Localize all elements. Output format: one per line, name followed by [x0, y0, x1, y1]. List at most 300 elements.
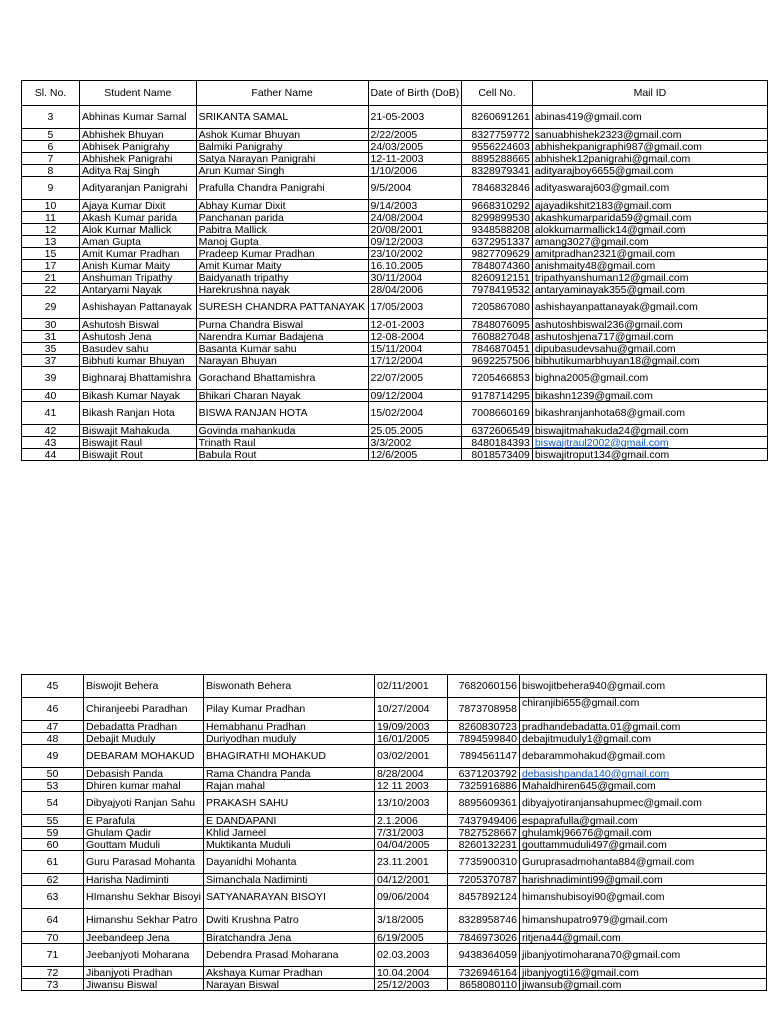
- father-name-cell: Basanta Kumar sahu: [196, 343, 368, 355]
- student-name-cell: Ashishayan Pattanayak: [79, 296, 196, 319]
- table-row: [22, 212, 768, 224]
- table-row: [22, 236, 768, 248]
- cell-no-cell: 7325916886: [447, 780, 519, 792]
- student-name-cell: Biswojit Behera: [84, 675, 204, 698]
- cell-no-cell: 7827528667: [447, 827, 519, 839]
- dob-cell: 1/10/2006: [368, 165, 462, 177]
- student-name-cell: Abhinas Kumar Samal: [79, 106, 196, 129]
- dob-cell: 25/12/2003: [374, 979, 447, 991]
- dob-cell: 15/11/2004: [368, 343, 462, 355]
- mail-id-cell: amang3027@gmail.com: [532, 236, 767, 248]
- father-name-cell: Bhikari Charan Nayak: [196, 390, 368, 402]
- dob-cell: 02/11/2001: [374, 675, 447, 698]
- table-row: [22, 675, 767, 698]
- student-name-cell: Biswajit Rout: [79, 449, 196, 461]
- dob-cell: 12-08-2004: [368, 331, 462, 343]
- father-name-cell: Simanchala Nadiminti: [203, 874, 374, 886]
- father-name-cell: Amit Kumar Maity: [196, 260, 368, 272]
- cell-no-cell: 8260691261: [462, 106, 533, 129]
- mail-id-cell: ashishayanpattanayak@gmail.com: [532, 296, 767, 319]
- student-name-cell: HImanshu Sekhar Bisoyi: [84, 886, 204, 909]
- mail-id-cell: tripathyanshuman12@gmail.com: [532, 272, 767, 284]
- cell-no-cell: 7873708958: [447, 698, 519, 721]
- mail-id-link[interactable]: biswajitraul2002@gmail.com: [532, 437, 767, 449]
- cell-no-cell: 8260830723: [447, 721, 519, 733]
- student-name-cell: Debasish Panda: [84, 768, 204, 780]
- table-row: [22, 851, 767, 874]
- sl-no-cell: 12: [22, 224, 80, 236]
- student-name-cell: Bikash Ranjan Hota: [79, 402, 196, 425]
- table-row: [22, 141, 768, 153]
- sl-no-cell: 5: [22, 129, 80, 141]
- dob-cell: 20/08/2001: [368, 224, 462, 236]
- student-name-cell: Anshuman Tripathy: [79, 272, 196, 284]
- father-name-cell: Arun Kumar Singh: [196, 165, 368, 177]
- student-name-cell: Abhishek Bhuyan: [79, 129, 196, 141]
- table-row: [22, 886, 767, 909]
- cell-no-cell: 7205466853: [462, 367, 533, 390]
- student-name-cell: Bibhuti kumar Bhuyan: [79, 355, 196, 367]
- dob-cell: 16.10.2005: [368, 260, 462, 272]
- student-name-cell: DEBARAM MOHAKUD: [84, 745, 204, 768]
- cell-no-cell: 8480184393: [462, 437, 533, 449]
- table-row: [22, 284, 768, 296]
- mail-id-cell: ajayadikshit2183@gmail.com: [532, 200, 767, 212]
- mail-id-cell: himanshupatro979@gmail.com: [519, 909, 766, 932]
- sl-no-cell: 55: [22, 815, 84, 827]
- dob-cell: 09/12/2004: [368, 390, 462, 402]
- header-mail-id: Mail ID: [532, 81, 767, 106]
- mail-id-cell: jibanjyogti16@gmail.com: [519, 967, 766, 979]
- cell-no-cell: 8895288665: [462, 153, 533, 165]
- table-row: [22, 200, 768, 212]
- mail-id-cell: antaryaminayak355@gmail.com: [532, 284, 767, 296]
- mail-id-cell: jiwansub@gmail.com: [519, 979, 766, 991]
- father-name-cell: Baidyanath tripathy: [196, 272, 368, 284]
- table-row: [22, 224, 768, 236]
- father-name-cell: Dwiti Krushna Patro: [203, 909, 374, 932]
- mail-id-cell: ashutoshbiswal236@gmail.com: [532, 319, 767, 331]
- table-row: [22, 967, 767, 979]
- cell-no-cell: 9178714295: [462, 390, 533, 402]
- cell-no-cell: 7848076095: [462, 319, 533, 331]
- mail-id-cell: dipubasudevsahu@gmail.com: [532, 343, 767, 355]
- mail-id-cell: adityaswaraj603@gmail.com: [532, 177, 767, 200]
- sl-no-cell: 3: [22, 106, 80, 129]
- cell-no-cell: 9668310292: [462, 200, 533, 212]
- cell-no-cell: 7205867080: [462, 296, 533, 319]
- mail-id-cell: dibyajyotiranjansahupmec@gmail.com: [519, 792, 766, 815]
- sl-no-cell: 53: [22, 780, 84, 792]
- sl-no-cell: 15: [22, 248, 80, 260]
- sl-no-cell: 62: [22, 874, 84, 886]
- cell-no-cell: 7846870451: [462, 343, 533, 355]
- dob-cell: 12-01-2003: [368, 319, 462, 331]
- dob-cell: 24/08/2004: [368, 212, 462, 224]
- sl-no-cell: 73: [22, 979, 84, 991]
- table-row: [22, 343, 768, 355]
- father-name-cell: Narayan Biswal: [203, 979, 374, 991]
- cell-no-cell: 9556224603: [462, 141, 533, 153]
- father-name-cell: Muktikanta Muduli: [203, 839, 374, 851]
- table-row: [22, 165, 768, 177]
- father-name-cell: Pilay Kumar Pradhan: [203, 698, 374, 721]
- dob-cell: 12/6/2005: [368, 449, 462, 461]
- dob-cell: 13/10/2003: [374, 792, 447, 815]
- mail-id-cell: bikashn1239@gmail.com: [532, 390, 767, 402]
- cell-no-cell: 6371203792: [447, 768, 519, 780]
- mail-id-cell: adityarajboy6655@gmail.com: [532, 165, 767, 177]
- mail-id-cell: chiranjibi655@gmail.com: [519, 698, 766, 721]
- cell-no-cell: 8260912151: [462, 272, 533, 284]
- table-row: [22, 272, 768, 284]
- table-row: [22, 319, 768, 331]
- sl-no-cell: 8: [22, 165, 80, 177]
- header-cell-no: Cell No.: [462, 81, 533, 106]
- sl-no-cell: 47: [22, 721, 84, 733]
- father-name-cell: Pradeep Kumar Pradhan: [196, 248, 368, 260]
- cell-no-cell: 8328958746: [447, 909, 519, 932]
- sl-no-cell: 39: [22, 367, 80, 390]
- table-row: [22, 979, 767, 991]
- dob-cell: 9/5/2004: [368, 177, 462, 200]
- sl-no-cell: 59: [22, 827, 84, 839]
- dob-cell: 21-05-2003: [368, 106, 462, 129]
- student-name-cell: Abhisek Panigrahy: [79, 141, 196, 153]
- mail-id-cell: espaprafulla@gmail.com: [519, 815, 766, 827]
- cell-no-cell: 7978419532: [462, 284, 533, 296]
- student-name-cell: Adityaranjan Panigrahi: [79, 177, 196, 200]
- dob-cell: 28/04/2006: [368, 284, 462, 296]
- header-date-of-birth: Date of Birth (DoB): [368, 81, 462, 106]
- sl-no-cell: 71: [22, 944, 84, 967]
- cell-no-cell: 9438364059: [447, 944, 519, 967]
- father-name-cell: Manoj Gupta: [196, 236, 368, 248]
- dob-cell: 24/03/2005: [368, 141, 462, 153]
- dob-cell: 16/01/2005: [374, 733, 447, 745]
- father-name-cell: Rajan mahal: [203, 780, 374, 792]
- sl-no-cell: 31: [22, 331, 80, 343]
- sl-no-cell: 43: [22, 437, 80, 449]
- mail-id-cell: ritjena44@gmail.com: [519, 932, 766, 944]
- dob-cell: 10/27/2004: [374, 698, 447, 721]
- table-row: [22, 177, 768, 200]
- father-name-cell: Ashok Kumar Bhuyan: [196, 129, 368, 141]
- table-row: [22, 331, 768, 343]
- student-name-cell: Harisha Nadiminti: [84, 874, 204, 886]
- cell-no-cell: 7848074360: [462, 260, 533, 272]
- sl-no-cell: 44: [22, 449, 80, 461]
- father-name-cell: Pabitra Mallick: [196, 224, 368, 236]
- father-name-cell: Biratchandra Jena: [203, 932, 374, 944]
- mail-id-cell: amitpradhan2321@gmail.com: [532, 248, 767, 260]
- student-name-cell: Biswajit Mahakuda: [79, 425, 196, 437]
- student-name-cell: Ajaya Kumar Dixit: [79, 200, 196, 212]
- sl-no-cell: 72: [22, 967, 84, 979]
- table-row: [22, 248, 768, 260]
- student-name-cell: Ashutosh Biswal: [79, 319, 196, 331]
- dob-cell: 2.1.2006: [374, 815, 447, 827]
- table-row: [22, 355, 768, 367]
- mail-id-cell: abhishek12panigrahi@gmail.com: [532, 153, 767, 165]
- dob-cell: 3/18/2005: [374, 909, 447, 932]
- sl-no-cell: 37: [22, 355, 80, 367]
- father-name-cell: Abhay Kumar Dixit: [196, 200, 368, 212]
- table-row: [22, 437, 768, 449]
- sl-no-cell: 63: [22, 886, 84, 909]
- table-row: [22, 129, 768, 141]
- dob-cell: 15/02/2004: [368, 402, 462, 425]
- sl-no-cell: 41: [22, 402, 80, 425]
- table-row: [22, 932, 767, 944]
- table-row: [22, 944, 767, 967]
- student-name-cell: Aman Gupta: [79, 236, 196, 248]
- table-row: [22, 815, 767, 827]
- table-row: [22, 449, 768, 461]
- sl-no-cell: 64: [22, 909, 84, 932]
- dob-cell: 12 11 2003: [374, 780, 447, 792]
- dob-cell: 30/11/2004: [368, 272, 462, 284]
- dob-cell: 23.11.2001: [374, 851, 447, 874]
- cell-no-cell: 7894561147: [447, 745, 519, 768]
- table-row: [22, 733, 767, 745]
- dob-cell: 03/02/2001: [374, 745, 447, 768]
- father-name-cell: PRAKASH SAHU: [203, 792, 374, 815]
- cell-no-cell: 7846832846: [462, 177, 533, 200]
- header-sl-no: Sl. No.: [22, 81, 80, 106]
- table-row: [22, 745, 767, 768]
- father-name-cell: Gorachand Bhattamishra: [196, 367, 368, 390]
- mail-id-cell: abinas419@gmail.com: [532, 106, 767, 129]
- table-row: [22, 698, 767, 721]
- table-header-row: [22, 81, 768, 106]
- student-name-cell: Amit Kumar Pradhan: [79, 248, 196, 260]
- table-row: [22, 874, 767, 886]
- cell-no-cell: 8260132231: [447, 839, 519, 851]
- student-name-cell: Basudev sahu: [79, 343, 196, 355]
- student-name-cell: Akash Kumar parida: [79, 212, 196, 224]
- table-row: [22, 721, 767, 733]
- dob-cell: 09/12/2003: [368, 236, 462, 248]
- student-name-cell: Debadatta Pradhan: [84, 721, 204, 733]
- dob-cell: 19/09/2003: [374, 721, 447, 733]
- sl-no-cell: 21: [22, 272, 80, 284]
- sl-no-cell: 40: [22, 390, 80, 402]
- sl-no-cell: 61: [22, 851, 84, 874]
- mail-id-cell: debarammohakud@gmail.com: [519, 745, 766, 768]
- cell-no-cell: 7326946164: [447, 967, 519, 979]
- father-name-cell: Satya Narayan Panigrahi: [196, 153, 368, 165]
- father-name-cell: Narayan Bhuyan: [196, 355, 368, 367]
- mail-id-cell: himanshubisoyi90@gmail.com: [519, 886, 766, 909]
- mail-id-cell: alokkumarmallick14@gmail.com: [532, 224, 767, 236]
- cell-no-cell: 7682060156: [447, 675, 519, 698]
- dob-cell: 04/12/2001: [374, 874, 447, 886]
- student-name-cell: Bighnaraj Bhattamishra: [79, 367, 196, 390]
- mail-id-cell: bighna2005@gmail.com: [532, 367, 767, 390]
- dob-cell: 25.05.2005: [368, 425, 462, 437]
- table-row: [22, 106, 768, 129]
- mail-id-cell: abhishekpanigraphi987@gmail.com: [532, 141, 767, 153]
- cell-no-cell: 7846973026: [447, 932, 519, 944]
- sl-no-cell: 54: [22, 792, 84, 815]
- cell-no-cell: 8895609361: [447, 792, 519, 815]
- sl-no-cell: 10: [22, 200, 80, 212]
- mail-id-cell: ghulamkj96676@gmail.com: [519, 827, 766, 839]
- student-name-cell: Jibanjyoti Pradhan: [84, 967, 204, 979]
- sl-no-cell: 42: [22, 425, 80, 437]
- cell-no-cell: 6372606549: [462, 425, 533, 437]
- father-name-cell: Purna Chandra Biswal: [196, 319, 368, 331]
- cell-no-cell: 9692257506: [462, 355, 533, 367]
- father-name-cell: Babula Rout: [196, 449, 368, 461]
- father-name-cell: Trinath Raul: [196, 437, 368, 449]
- table-row: [22, 425, 768, 437]
- dob-cell: 04/04/2005: [374, 839, 447, 851]
- sl-no-cell: 30: [22, 319, 80, 331]
- dob-cell: 8/28/2004: [374, 768, 447, 780]
- student-name-cell: Dhiren kumar mahal: [84, 780, 204, 792]
- father-name-cell: Biswonath Behera: [203, 675, 374, 698]
- father-name-cell: Prafulla Chandra Panigrahi: [196, 177, 368, 200]
- father-name-cell: Govinda mahankuda: [196, 425, 368, 437]
- table-row: [22, 402, 768, 425]
- student-name-cell: Jeebandeep Jena: [84, 932, 204, 944]
- student-name-cell: Ghulam Qadir: [84, 827, 204, 839]
- dob-cell: 9/14/2003: [368, 200, 462, 212]
- dob-cell: 6/19/2005: [374, 932, 447, 944]
- mail-id-cell: anishmaity48@gmail.com: [532, 260, 767, 272]
- sl-no-cell: 11: [22, 212, 80, 224]
- cell-no-cell: 8299899530: [462, 212, 533, 224]
- header-student-name: Student Name: [79, 81, 196, 106]
- student-name-cell: Aditya Raj Singh: [79, 165, 196, 177]
- table-row: [22, 390, 768, 402]
- cell-no-cell: 9348588208: [462, 224, 533, 236]
- table-row: [22, 780, 767, 792]
- table-row: [22, 768, 767, 780]
- father-name-cell: SURESH CHANDRA PATTANAYAK: [196, 296, 368, 319]
- mail-id-cell: bikashranjanhota68@gmail.com: [532, 402, 767, 425]
- sl-no-cell: 35: [22, 343, 80, 355]
- student-name-cell: Dibyajyoti Ranjan Sahu: [84, 792, 204, 815]
- student-name-cell: Alok Kumar Mallick: [79, 224, 196, 236]
- sl-no-cell: 50: [22, 768, 84, 780]
- cell-no-cell: 8658080110: [447, 979, 519, 991]
- cell-no-cell: 9827709629: [462, 248, 533, 260]
- dob-cell: 10.04.2004: [374, 967, 447, 979]
- cell-no-cell: 8018573409: [462, 449, 533, 461]
- cell-no-cell: 8328979341: [462, 165, 533, 177]
- father-name-cell: BHAGIRATHI MOHAKUD: [203, 745, 374, 768]
- table-row: [22, 909, 767, 932]
- table-row: [22, 827, 767, 839]
- cell-no-cell: 7608827048: [462, 331, 533, 343]
- sl-no-cell: 29: [22, 296, 80, 319]
- mail-id-cell: gouttammuduli497@gmail.com: [519, 839, 766, 851]
- cell-no-cell: 7008660169: [462, 402, 533, 425]
- mail-id-cell: sanuabhishek2323@gmail.com: [532, 129, 767, 141]
- table-row: [22, 296, 768, 319]
- father-name-cell: Narendra Kumar Badajena: [196, 331, 368, 343]
- sl-no-cell: 46: [22, 698, 84, 721]
- student-name-cell: Jeebanjyoti Moharana: [84, 944, 204, 967]
- table-row: [22, 367, 768, 390]
- father-name-cell: Balmiki Panigrahy: [196, 141, 368, 153]
- sl-no-cell: 9: [22, 177, 80, 200]
- student-table-1: [21, 80, 768, 461]
- mail-id-cell: jibanjyotimoharana70@gmail.com: [519, 944, 766, 967]
- student-table-2: [21, 674, 767, 991]
- table-row: [22, 839, 767, 851]
- cell-no-cell: 6372951337: [462, 236, 533, 248]
- dob-cell: 2/22/2005: [368, 129, 462, 141]
- father-name-cell: Dayanidhi Mohanta: [203, 851, 374, 874]
- sl-no-cell: 60: [22, 839, 84, 851]
- dob-cell: 17/05/2003: [368, 296, 462, 319]
- father-name-cell: SATYANARAYAN BISOYI: [203, 886, 374, 909]
- dob-cell: 17/12/2004: [368, 355, 462, 367]
- cell-no-cell: 7437949406: [447, 815, 519, 827]
- father-name-cell: Duriyodhan muduly: [203, 733, 374, 745]
- father-name-cell: Harekrushna nayak: [196, 284, 368, 296]
- dob-cell: 02.03.2003: [374, 944, 447, 967]
- father-name-cell: E DANDAPANI: [203, 815, 374, 827]
- sl-no-cell: 22: [22, 284, 80, 296]
- father-name-cell: Panchanan parida: [196, 212, 368, 224]
- student-name-cell: Bikash Kumar Nayak: [79, 390, 196, 402]
- mail-id-cell: Guruprasadmohanta884@gmail.com: [519, 851, 766, 874]
- dob-cell: 12-11-2003: [368, 153, 462, 165]
- father-name-cell: Akshaya Kumar Pradhan: [203, 967, 374, 979]
- table-row: [22, 792, 767, 815]
- sl-no-cell: 17: [22, 260, 80, 272]
- table-row: [22, 153, 768, 165]
- student-name-cell: Antaryami Nayak: [79, 284, 196, 296]
- student-name-cell: Himanshu Sekhar Patro: [84, 909, 204, 932]
- sl-no-cell: 45: [22, 675, 84, 698]
- cell-no-cell: 8457892124: [447, 886, 519, 909]
- cell-no-cell: 7735900310: [447, 851, 519, 874]
- student-name-cell: Biswajit Raul: [79, 437, 196, 449]
- student-name-cell: Abhishek Panigrahi: [79, 153, 196, 165]
- mail-id-cell: akashkumarparida59@gmail.com: [532, 212, 767, 224]
- dob-cell: 09/06/2004: [374, 886, 447, 909]
- father-name-cell: Rama Chandra Panda: [203, 768, 374, 780]
- student-name-cell: Anish Kumar Maity: [79, 260, 196, 272]
- cell-no-cell: 7205370787: [447, 874, 519, 886]
- sl-no-cell: 6: [22, 141, 80, 153]
- sl-no-cell: 7: [22, 153, 80, 165]
- dob-cell: 7/31/2003: [374, 827, 447, 839]
- mail-id-cell: debajitmuduly1@gmail.com: [519, 733, 766, 745]
- sl-no-cell: 48: [22, 733, 84, 745]
- mail-id-cell: biswojitbehera940@gmail.com: [519, 675, 766, 698]
- sl-no-cell: 70: [22, 932, 84, 944]
- dob-cell: 3/3/2002: [368, 437, 462, 449]
- student-name-cell: Chiranjeebi Paradhan: [84, 698, 204, 721]
- dob-cell: 23/10/2002: [368, 248, 462, 260]
- mail-id-cell: Mahaldhiren645@gmail.com: [519, 780, 766, 792]
- cell-no-cell: 7894599840: [447, 733, 519, 745]
- header-father-name: Father Name: [196, 81, 368, 106]
- mail-id-link[interactable]: debasishpanda140@gmail.com: [519, 768, 766, 780]
- father-name-cell: SRIKANTA SAMAL: [196, 106, 368, 129]
- father-name-cell: Hemabhanu Pradhan: [203, 721, 374, 733]
- sl-no-cell: 49: [22, 745, 84, 768]
- mail-id-cell: harishnadiminti99@gmail.com: [519, 874, 766, 886]
- mail-id-cell: pradhandebadatta.01@gmail.com: [519, 721, 766, 733]
